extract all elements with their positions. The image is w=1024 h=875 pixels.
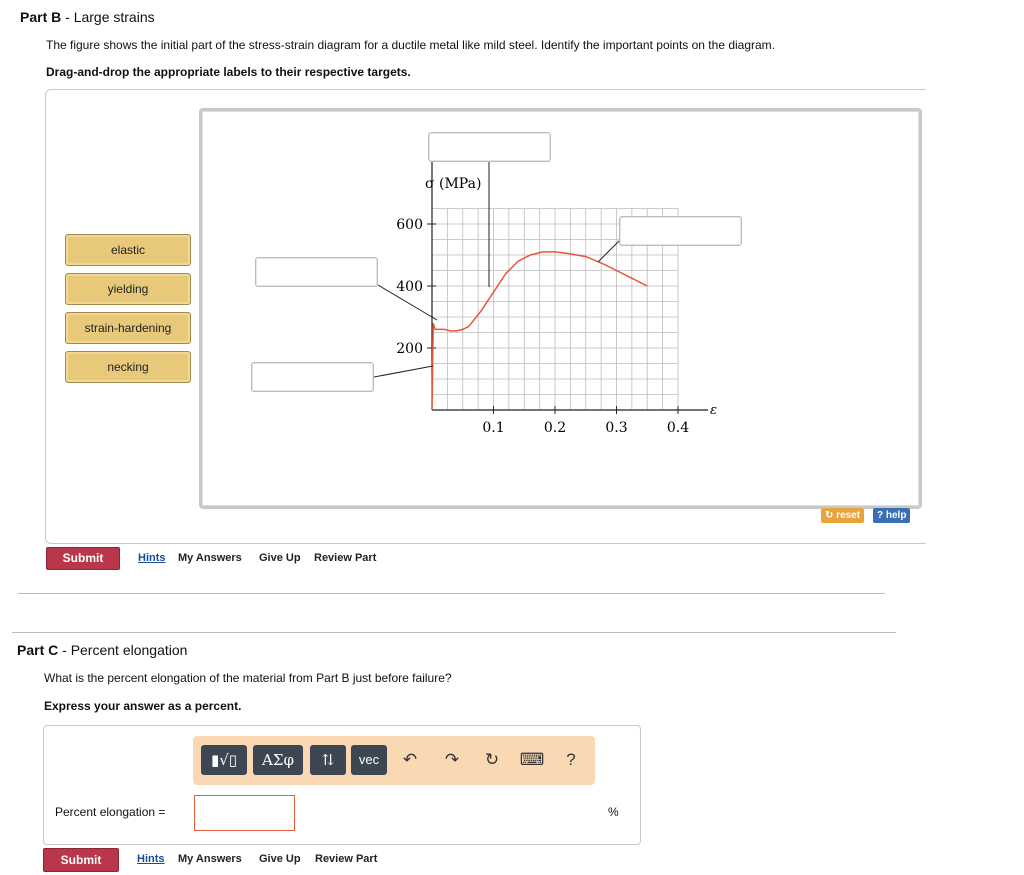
part-c-submit-button[interactable]: Submit [43, 848, 119, 872]
help-icon[interactable]: ? [566, 750, 576, 769]
y-tick-label: 200 [396, 341, 423, 357]
help-icon: ? [877, 510, 884, 521]
part-c-instruction: Express your answer as a percent. [44, 699, 242, 713]
part-b-question: The figure shows the initial part of the stress-strain diagram for a ductile metal like mild steel. Identify the important points on the diagram. [46, 38, 776, 52]
redo-icon[interactable]: ↷ [444, 750, 460, 769]
label-tile-yielding[interactable]: yielding [65, 273, 191, 305]
y-tick-label: 600 [396, 217, 423, 233]
part-c-review-link[interactable]: Review Part [315, 853, 378, 865]
part-b-my-answers-link[interactable]: My Answers [178, 552, 242, 564]
x-tick-label: 0.4 [666, 420, 690, 436]
label-tile-necking[interactable]: necking [65, 351, 191, 383]
divider [18, 593, 885, 594]
percent-elongation-label: Percent elongation = [55, 805, 166, 819]
axis-ticks [396, 217, 689, 436]
math-toolbar [193, 736, 595, 785]
help-button[interactable] [873, 508, 910, 523]
leader-line-left-lower [374, 366, 433, 377]
percent-elongation-input[interactable] [194, 795, 295, 831]
part-b-hints-link[interactable]: Hints [138, 552, 166, 564]
y-axis-label: σ (MPa) [425, 176, 482, 192]
part-b-review-link[interactable]: Review Part [314, 552, 377, 564]
drop-target-left-lower[interactable] [251, 362, 374, 392]
part-c-give-up-link[interactable]: Give Up [259, 853, 301, 865]
reset-icon: ↻ [825, 510, 834, 521]
part-separator: - [61, 9, 74, 25]
y-tick-label: 400 [396, 279, 423, 295]
drop-target-left-upper[interactable] [255, 257, 378, 287]
label-tile-strain-hardening[interactable]: strain-hardening [65, 312, 191, 344]
keyboard-icon[interactable]: ⌨ [519, 750, 545, 769]
divider [12, 632, 896, 633]
greek-symbols-button[interactable]: ΑΣφ [253, 745, 303, 775]
reset-label: reset [836, 510, 861, 521]
sort-button[interactable]: ⇅ [310, 745, 346, 775]
part-b-label: Part B [20, 9, 62, 25]
part-b-give-up-link[interactable]: Give Up [259, 552, 301, 564]
unit-label: % [608, 805, 619, 819]
drop-target-top[interactable] [428, 132, 551, 162]
part-c-question: What is the percent elongation of the material from Part B just before failure? [44, 671, 452, 685]
part-b-instruction: Drag-and-drop the appropriate labels to their respective targets. [46, 65, 411, 79]
part-c-hints-link[interactable]: Hints [137, 853, 165, 865]
reset-button[interactable] [821, 508, 864, 523]
part-c-heading [17, 642, 187, 658]
templates-button[interactable]: ▮√▯ [201, 745, 247, 775]
part-b-title: Large strains [73, 9, 155, 25]
undo-icon[interactable]: ↶ [402, 750, 418, 769]
part-c-label: Part C [17, 642, 59, 658]
x-tick-label: 0.1 [482, 420, 505, 436]
drop-target-right[interactable] [619, 216, 742, 246]
part-b-submit-button[interactable]: Submit [46, 547, 120, 570]
part-c-title: Percent elongation [70, 642, 188, 658]
x-axis-label: ε [710, 403, 717, 418]
part-c-my-answers-link[interactable]: My Answers [178, 853, 242, 865]
vector-button[interactable]: vec [351, 745, 387, 775]
reset-icon[interactable]: ↻ [484, 750, 500, 769]
x-tick-label: 0.3 [605, 420, 628, 436]
help-label: help [885, 510, 907, 521]
x-tick-label: 0.2 [543, 420, 567, 436]
label-tile-elastic[interactable]: elastic [65, 234, 191, 266]
part-separator: - [58, 642, 71, 658]
